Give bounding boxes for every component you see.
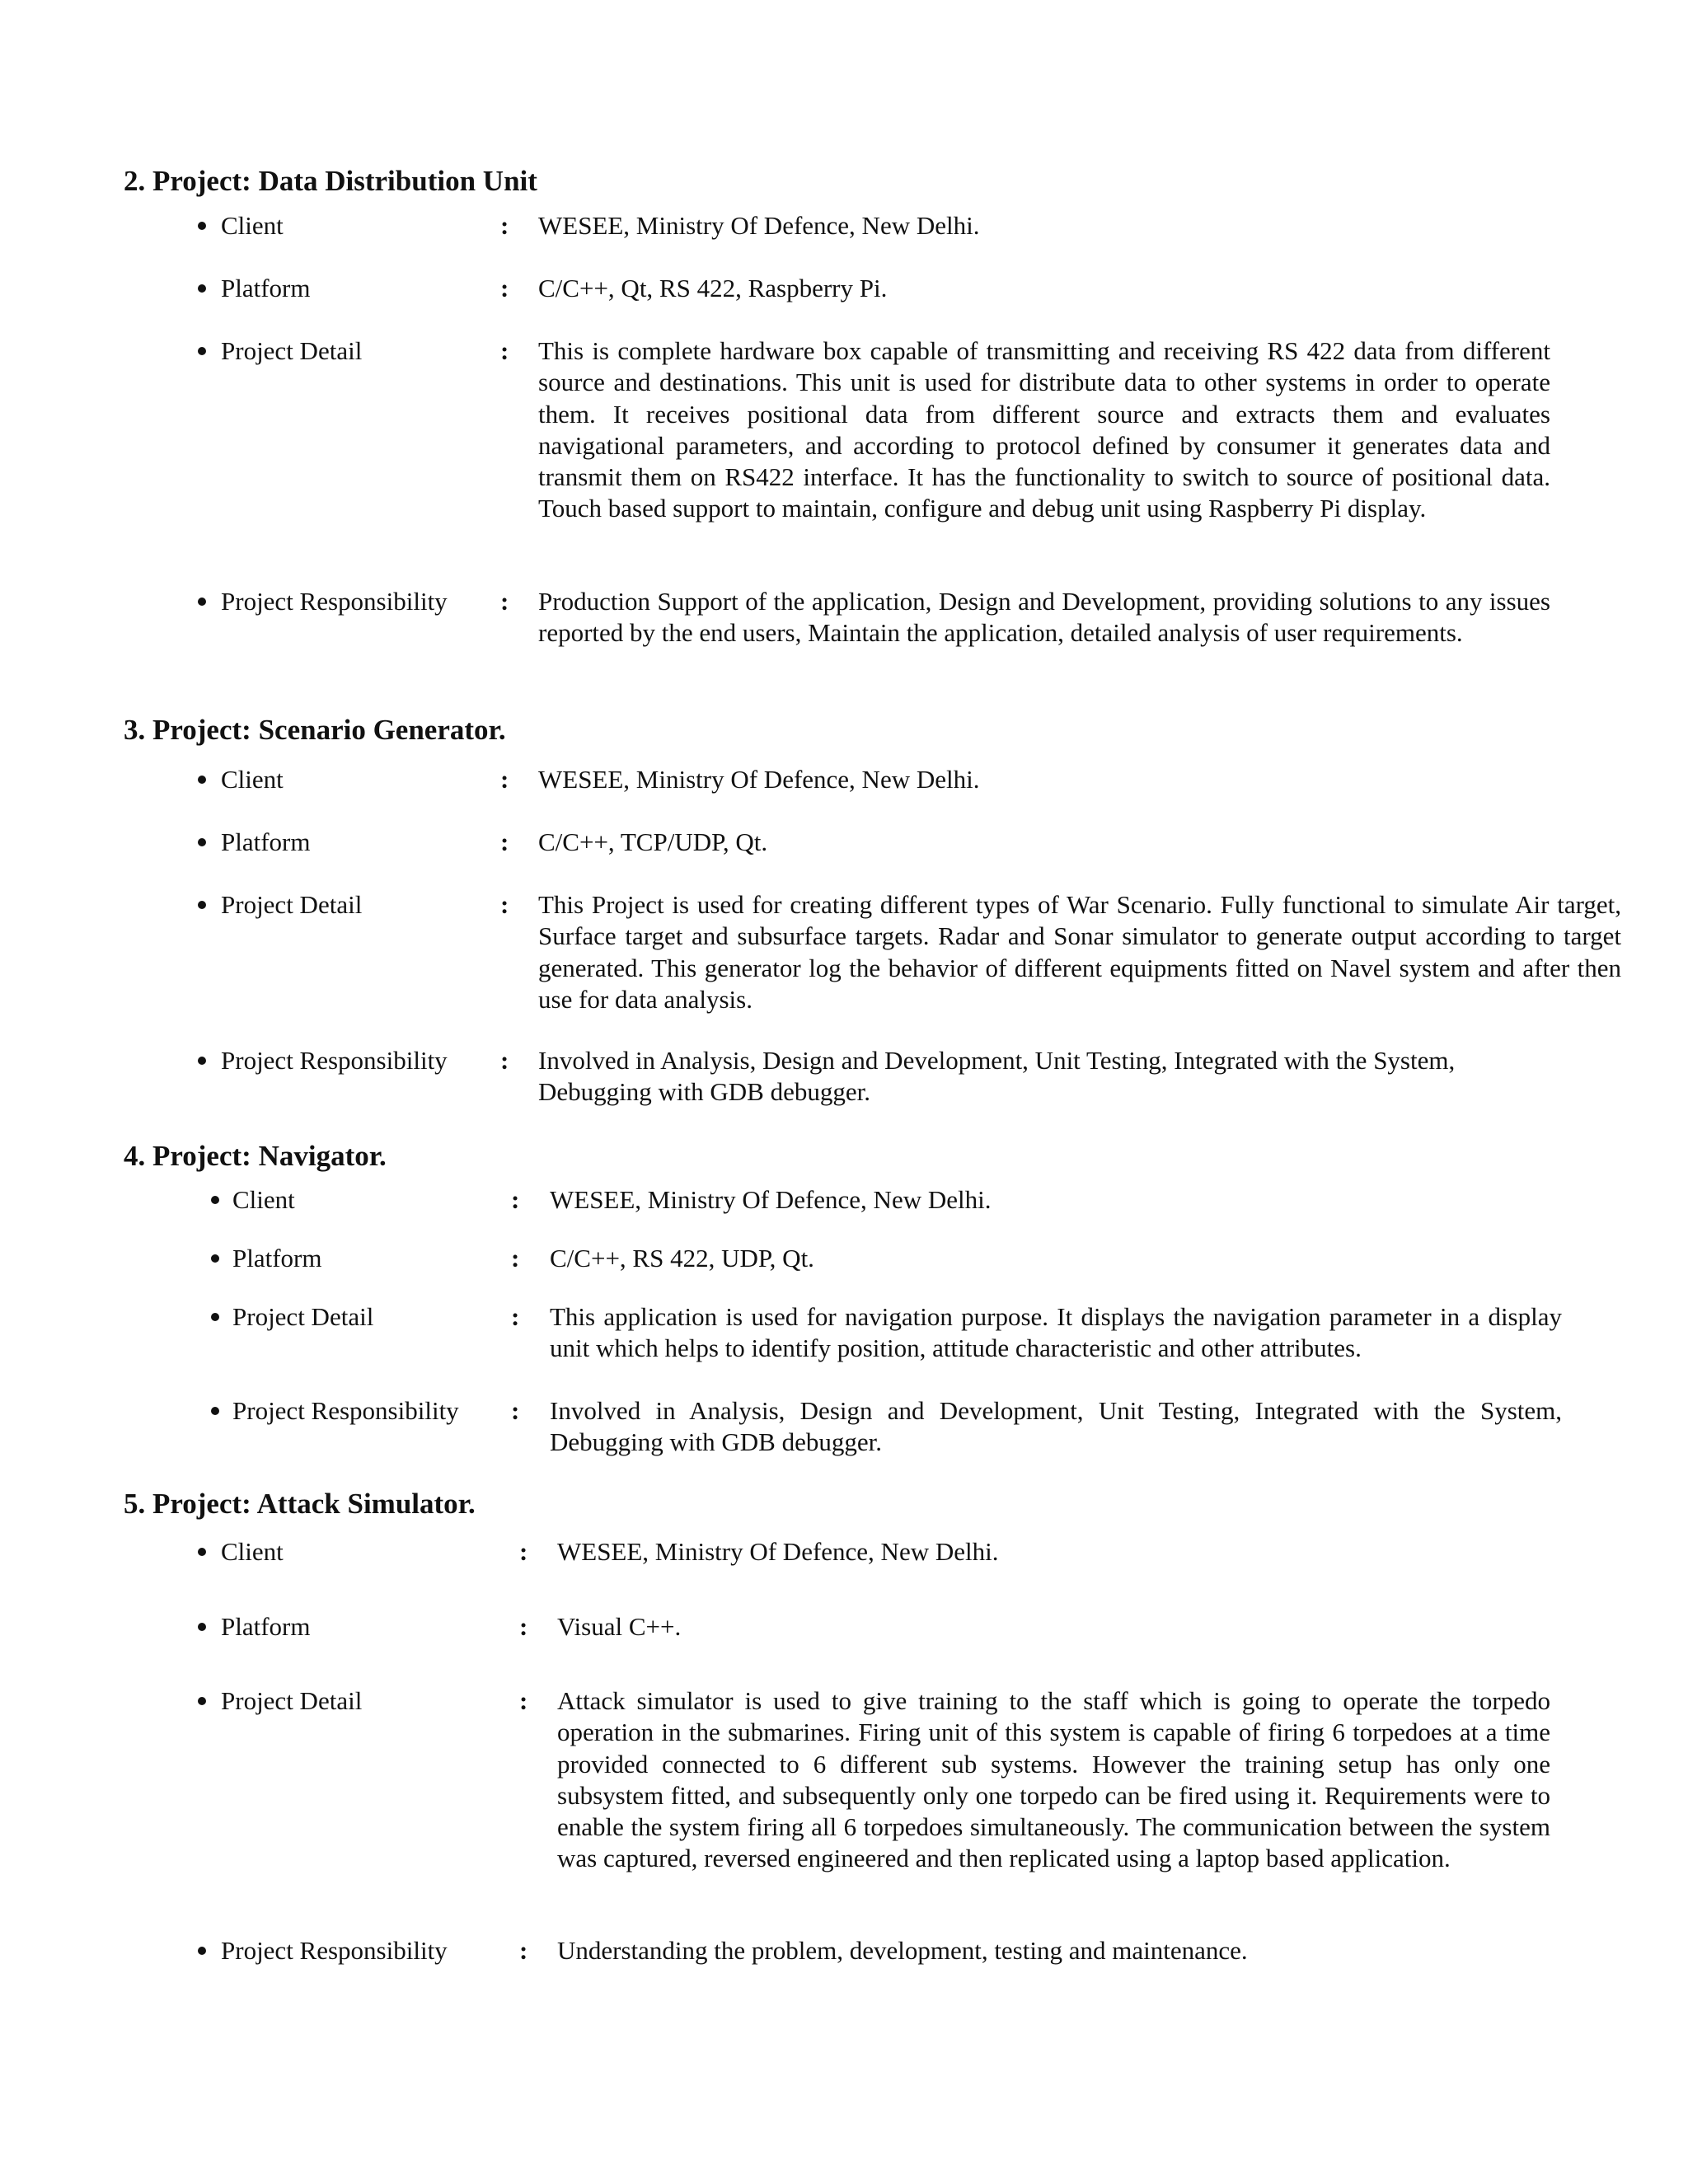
bullet-icon bbox=[198, 1548, 206, 1556]
project-detail-label: Project Detail bbox=[221, 1686, 363, 1715]
bullet-icon bbox=[198, 776, 206, 784]
project-title: 3. Project: Scenario Generator. bbox=[124, 714, 506, 746]
bullet-icon bbox=[198, 598, 206, 606]
bullet-icon bbox=[211, 1196, 219, 1204]
project-detail-label: Project Detail bbox=[221, 336, 363, 365]
separator-colon: : bbox=[519, 1612, 528, 1641]
separator-colon: : bbox=[519, 1537, 528, 1566]
platform-label: Platform bbox=[221, 1612, 311, 1641]
project-detail-value: This Project is used for creating different types of War Scenario. Fully functional to simulate Air target, Surface target and subsurface targets. Radar and Sonar simulator to generate output according to target generated. This generator log the behavior of different equipments fitted on Navel system and after then use for data analysis. bbox=[538, 890, 1621, 1014]
project-responsibility-value: Production Support of the application, Design and Development, providing solutions to any issues reported by the end users, Maintain the application, detailed analysis of user requirements. bbox=[538, 587, 1550, 648]
platform-label: Platform bbox=[221, 827, 311, 856]
separator-colon: : bbox=[511, 1244, 520, 1272]
project-title: 5. Project: Attack Simulator. bbox=[124, 1488, 476, 1520]
bullet-icon bbox=[198, 901, 206, 909]
separator-colon: : bbox=[519, 1936, 528, 1965]
platform-label: Platform bbox=[221, 274, 311, 302]
separator-colon: : bbox=[511, 1185, 520, 1214]
separator-colon: : bbox=[500, 274, 509, 302]
bullet-icon bbox=[198, 284, 206, 293]
client-label: Client bbox=[221, 1537, 284, 1566]
client-label: Client bbox=[221, 765, 284, 794]
project-title: 4. Project: Navigator. bbox=[124, 1140, 387, 1172]
project-responsibility-label: Project Responsibility bbox=[232, 1396, 459, 1425]
client-label: Client bbox=[221, 211, 284, 240]
bullet-icon bbox=[198, 1057, 206, 1065]
separator-colon: : bbox=[511, 1302, 520, 1331]
platform-value: C/C++, RS 422, UDP, Qt. bbox=[550, 1244, 814, 1272]
separator-colon: : bbox=[500, 890, 509, 919]
project-responsibility-label: Project Responsibility bbox=[221, 1046, 448, 1075]
project-title: 2. Project: Data Distribution Unit bbox=[124, 165, 537, 197]
separator-colon: : bbox=[511, 1396, 520, 1425]
bullet-icon bbox=[198, 1697, 206, 1705]
separator-colon: : bbox=[519, 1686, 528, 1715]
client-value: WESEE, Ministry Of Defence, New Delhi. bbox=[538, 765, 980, 794]
project-detail-value: This application is used for navigation purpose. It displays the navigation parameter in a display unit which helps to identify position, attitude characteristic and other attributes. bbox=[550, 1302, 1562, 1363]
project-detail-value: Attack simulator is used to give training to the staff which is going to operate the torpedo operation in the submarines. Firing unit of this system is capable of firing 6 torpedoes at a time provided connected to 6 different sub systems. However the training setup has only one subsystem fitted, and subsequently only one torpedo can be fired using it. Requirements were to enable the system firing all 6 torpedoes simultaneously. The communication between the system was captured, reversed engineered and then replicated using a laptop based application. bbox=[557, 1686, 1550, 1873]
platform-label: Platform bbox=[232, 1244, 322, 1272]
bullet-icon bbox=[198, 1623, 206, 1631]
separator-colon: : bbox=[500, 827, 509, 856]
separator-colon: : bbox=[500, 1046, 509, 1075]
separator-colon: : bbox=[500, 587, 509, 616]
bullet-icon bbox=[198, 347, 206, 355]
project-responsibility-label: Project Responsibility bbox=[221, 587, 448, 616]
client-label: Client bbox=[232, 1185, 295, 1214]
bullet-icon bbox=[211, 1254, 219, 1263]
bullet-icon bbox=[198, 222, 206, 230]
client-value: WESEE, Ministry Of Defence, New Delhi. bbox=[557, 1537, 999, 1566]
project-responsibility-value: Involved in Analysis, Design and Development, Unit Testing, Integrated with the System, Debugging with GDB debugger. bbox=[550, 1396, 1562, 1457]
bullet-icon bbox=[211, 1313, 219, 1321]
bullet-icon bbox=[198, 1947, 206, 1955]
separator-colon: : bbox=[500, 336, 509, 365]
platform-value: C/C++, TCP/UDP, Qt. bbox=[538, 827, 768, 856]
separator-colon: : bbox=[500, 765, 509, 794]
project-responsibility-value: Understanding the problem, development, testing and maintenance. bbox=[557, 1936, 1248, 1965]
responsibility-text: Involved in Analysis, Design and Development, Unit Testing, Integrated with the System, Debugging with GDB debugger. bbox=[538, 1046, 1456, 1107]
platform-value: Visual C++. bbox=[557, 1612, 682, 1641]
project-responsibility-label: Project Responsibility bbox=[221, 1936, 448, 1965]
project-responsibility-value bbox=[538, 1045, 1519, 1108]
client-value: WESEE, Ministry Of Defence, New Delhi. bbox=[550, 1185, 992, 1214]
client-value: WESEE, Ministry Of Defence, New Delhi. bbox=[538, 211, 980, 240]
separator-colon: : bbox=[500, 211, 509, 240]
bullet-icon bbox=[198, 838, 206, 846]
platform-value: C/C++, Qt, RS 422, Raspberry Pi. bbox=[538, 274, 888, 302]
project-detail-label: Project Detail bbox=[232, 1302, 374, 1331]
project-detail-value: This is complete hardware box capable of transmitting and receiving RS 422 data from different source and destinations. This unit is used for distribute data to other systems in order to operate them. It receives positional data from different source and extracts them and evaluates navigational parameters, and according to protocol defined by consumer it generates data and transmit them on RS422 interface. It has the functionality to switch to source of positional data. Touch based support to maintain, configure and debug unit using Raspberry Pi display. bbox=[538, 336, 1550, 523]
bullet-icon bbox=[211, 1407, 219, 1415]
project-detail-label: Project Detail bbox=[221, 890, 363, 919]
